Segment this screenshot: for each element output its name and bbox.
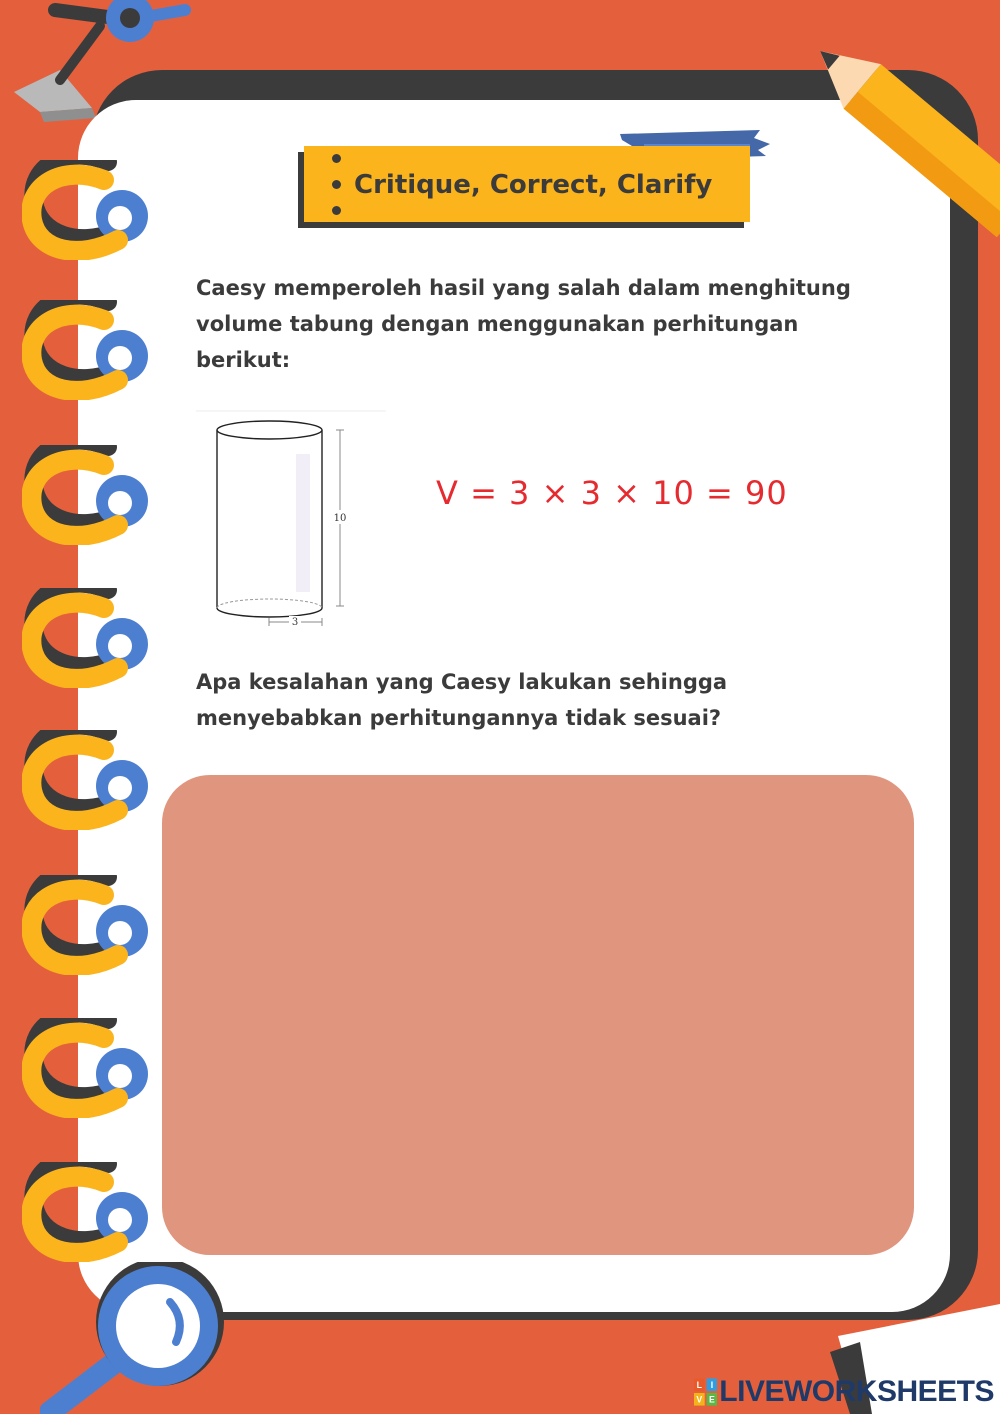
spiral-ring [22, 1162, 150, 1262]
spiral-ring [22, 1018, 150, 1118]
spiral-ring [22, 445, 150, 545]
title-tag [304, 146, 750, 222]
height-label: 10 [333, 513, 347, 524]
worksheet-title: Critique, Correct, Clarify [354, 170, 713, 200]
svg-text:E: E [709, 1394, 715, 1405]
question-paragraph [196, 664, 876, 736]
question-line: menyebabkan perhitungannya tidak sesuai? [196, 706, 722, 730]
svg-text:L: L [696, 1380, 703, 1391]
tag-hole [332, 206, 341, 215]
answer-input[interactable] [162, 775, 914, 1255]
tag-hole [332, 154, 341, 163]
intro-line: Caesy memperoleh hasil yang salah dalam menghitung [196, 276, 851, 300]
svg-text:I: I [710, 1380, 714, 1391]
spiral-ring [22, 588, 150, 688]
question-line: Apa kesalahan yang Caesy lakukan sehingga [196, 670, 728, 694]
spiral-ring [22, 160, 150, 260]
volume-formula: V = 3 × 3 × 10 = 90 [436, 474, 788, 512]
brand-name: LIVEWORKSHEETS [719, 1375, 994, 1408]
liveworksheets-logo-icon [694, 1378, 717, 1406]
spiral-ring [22, 300, 150, 400]
intro-line: berikut: [196, 348, 291, 372]
magnifier-icon [40, 1262, 230, 1414]
svg-text:V: V [696, 1394, 703, 1405]
intro-paragraph [196, 270, 876, 378]
tag-hole [332, 180, 341, 189]
intro-line: volume tabung dengan menggunakan perhitungan [196, 312, 799, 336]
cylinder-figure [196, 410, 386, 635]
spiral-ring [22, 875, 150, 975]
diameter-label: 3 [291, 617, 299, 628]
pencil-icon [815, 38, 1000, 238]
spiral-ring [22, 730, 150, 830]
brand-logo [694, 1372, 994, 1412]
